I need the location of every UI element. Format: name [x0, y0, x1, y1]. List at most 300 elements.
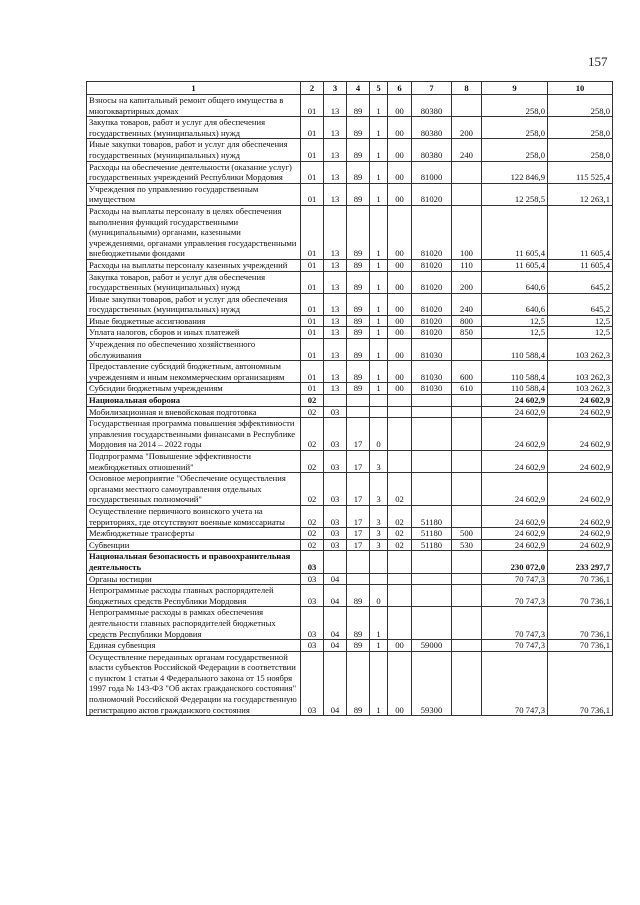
row-subprogram-code: 1	[370, 607, 388, 640]
row-subsection-code: 13	[324, 315, 347, 327]
row-direction-code	[412, 395, 452, 407]
row-program-code: 17	[347, 539, 370, 551]
row-subsection-code: 13	[324, 183, 347, 205]
table-row	[87, 383, 613, 395]
column-header: 5	[370, 82, 388, 95]
row-section-code: 01	[301, 339, 324, 361]
row-activity-code	[388, 573, 412, 585]
row-subsection-code: 03	[324, 451, 347, 473]
row-activity-code	[388, 406, 412, 418]
row-name: Расходы на выплаты персоналу казенных учреждений	[87, 259, 301, 271]
column-header: 7	[412, 82, 452, 95]
column-header: 9	[482, 82, 548, 95]
row-activity-code: 00	[388, 361, 412, 383]
row-name: Иные закупки товаров, работ и услуг для обеспечения государственных (муниципальных) нужд	[87, 139, 301, 161]
row-name: Иные закупки товаров, работ и услуг для обеспечения государственных (муниципальных) нужд	[87, 293, 301, 315]
row-program-code: 17	[347, 473, 370, 506]
row-expense-type-code	[452, 473, 482, 506]
row-name: Учреждения по обеспечению хозяйственного обслуживания	[87, 339, 301, 361]
table-row	[87, 95, 613, 117]
row-section-code: 03	[301, 651, 324, 716]
row-amount-year-1: 12 258,5	[482, 183, 548, 205]
row-name: Закупка товаров, работ и услуг для обеспечения государственных (муниципальных) нужд	[87, 117, 301, 139]
row-expense-type-code: 100	[452, 205, 482, 259]
table-row	[87, 451, 613, 473]
row-activity-code	[388, 395, 412, 407]
row-amount-year-2: 70 736,1	[548, 607, 613, 640]
row-program-code: 89	[347, 327, 370, 339]
row-name: Закупка товаров, работ и услуг для обеспечения государственных (муниципальных) нужд	[87, 271, 301, 293]
row-subprogram-code: 3	[370, 473, 388, 506]
table-row	[87, 418, 613, 451]
row-subprogram-code: 1	[370, 259, 388, 271]
row-direction-code	[412, 418, 452, 451]
row-amount-year-1: 258,0	[482, 117, 548, 139]
row-expense-type-code	[452, 551, 482, 573]
row-program-code	[347, 406, 370, 418]
table-row	[87, 161, 613, 183]
row-direction-code	[412, 451, 452, 473]
row-program-code: 17	[347, 451, 370, 473]
row-activity-code: 02	[388, 473, 412, 506]
row-subsection-code: 04	[324, 573, 347, 585]
row-subsection-code: 13	[324, 327, 347, 339]
table-row	[87, 651, 613, 716]
row-name: Взносы на капитальный ремонт общего имущества в многоквартирных домах	[87, 95, 301, 117]
row-subsection-code	[324, 395, 347, 407]
row-activity-code	[388, 551, 412, 573]
row-amount-year-1: 24 602,9	[482, 505, 548, 527]
row-program-code: 89	[347, 205, 370, 259]
row-expense-type-code	[452, 95, 482, 117]
row-program-code: 89	[347, 271, 370, 293]
row-amount-year-2: 12,5	[548, 315, 613, 327]
row-activity-code: 00	[388, 95, 412, 117]
row-subprogram-code: 1	[370, 640, 388, 652]
row-subprogram-code	[370, 573, 388, 585]
row-direction-code	[412, 573, 452, 585]
row-activity-code	[388, 451, 412, 473]
row-subsection-code: 13	[324, 259, 347, 271]
row-subprogram-code: 1	[370, 339, 388, 361]
row-name: Мобилизационная и вневойсковая подготовка	[87, 406, 301, 418]
row-name: Субсидии бюджетным учреждениям	[87, 383, 301, 395]
row-expense-type-code: 600	[452, 361, 482, 383]
row-amount-year-1: 24 602,9	[482, 539, 548, 551]
row-subsection-code: 03	[324, 418, 347, 451]
row-expense-type-code: 240	[452, 139, 482, 161]
row-section-code: 01	[301, 205, 324, 259]
row-subprogram-code: 3	[370, 451, 388, 473]
row-amount-year-2: 70 736,1	[548, 573, 613, 585]
row-subsection-code: 13	[324, 383, 347, 395]
row-amount-year-2: 24 602,9	[548, 528, 613, 540]
row-expense-type-code	[452, 505, 482, 527]
row-program-code: 89	[347, 651, 370, 716]
row-subsection-code: 13	[324, 95, 347, 117]
row-name: Предоставление субсидий бюджетным, автономным учреждениям и иным некоммерческим организациям	[87, 361, 301, 383]
row-subprogram-code: 1	[370, 271, 388, 293]
row-expense-type-code: 610	[452, 383, 482, 395]
row-expense-type-code: 500	[452, 528, 482, 540]
row-subprogram-code: 1	[370, 95, 388, 117]
row-expense-type-code	[452, 395, 482, 407]
table-row	[87, 406, 613, 418]
row-program-code	[347, 551, 370, 573]
row-expense-type-code	[452, 339, 482, 361]
page-number: 157	[588, 54, 608, 69]
row-program-code: 17	[347, 418, 370, 451]
row-activity-code: 00	[388, 651, 412, 716]
row-subsection-code: 03	[324, 505, 347, 527]
row-name: Учреждения по управлению государственным имуществом	[87, 183, 301, 205]
row-section-code: 03	[301, 551, 324, 573]
row-amount-year-1: 24 602,9	[482, 395, 548, 407]
row-amount-year-1: 258,0	[482, 95, 548, 117]
row-program-code: 89	[347, 293, 370, 315]
row-expense-type-code	[452, 651, 482, 716]
row-amount-year-1: 70 747,3	[482, 573, 548, 585]
row-amount-year-1: 640,6	[482, 271, 548, 293]
row-subprogram-code: 1	[370, 161, 388, 183]
row-activity-code: 00	[388, 117, 412, 139]
row-section-code: 03	[301, 607, 324, 640]
row-name: Уплата налогов, сборов и иных платежей	[87, 327, 301, 339]
table-row	[87, 395, 613, 407]
row-subsection-code: 04	[324, 651, 347, 716]
table-row	[87, 327, 613, 339]
row-direction-code: 81020	[412, 205, 452, 259]
row-program-code: 89	[347, 339, 370, 361]
row-program-code	[347, 395, 370, 407]
row-activity-code: 02	[388, 539, 412, 551]
row-amount-year-2: 12 263,1	[548, 183, 613, 205]
row-amount-year-2: 24 602,9	[548, 395, 613, 407]
row-subprogram-code: 1	[370, 361, 388, 383]
row-amount-year-1: 12,5	[482, 315, 548, 327]
row-amount-year-1: 230 072,0	[482, 551, 548, 573]
row-subsection-code: 13	[324, 271, 347, 293]
row-amount-year-2: 12,5	[548, 327, 613, 339]
row-section-code: 02	[301, 539, 324, 551]
row-direction-code: 59000	[412, 640, 452, 652]
row-subsection-code: 03	[324, 406, 347, 418]
row-amount-year-2: 70 736,1	[548, 651, 613, 716]
row-subsection-code: 13	[324, 339, 347, 361]
row-amount-year-2: 233 297,7	[548, 551, 613, 573]
row-activity-code: 00	[388, 293, 412, 315]
row-subprogram-code: 3	[370, 539, 388, 551]
row-direction-code: 51180	[412, 505, 452, 527]
row-amount-year-2: 258,0	[548, 117, 613, 139]
row-direction-code: 81020	[412, 327, 452, 339]
column-header: 2	[301, 82, 324, 95]
row-expense-type-code	[452, 607, 482, 640]
row-amount-year-1: 24 602,9	[482, 406, 548, 418]
row-activity-code	[388, 607, 412, 640]
row-activity-code: 00	[388, 183, 412, 205]
row-amount-year-2: 103 262,3	[548, 339, 613, 361]
row-name: Государственная программа повышения эффективности управления государственными финансами в Республике Мордовия на 2014 – 2022 годы	[87, 418, 301, 451]
row-section-code: 03	[301, 585, 324, 607]
row-direction-code: 81000	[412, 161, 452, 183]
row-amount-year-2: 24 602,9	[548, 539, 613, 551]
row-expense-type-code	[452, 161, 482, 183]
row-subprogram-code: 1	[370, 117, 388, 139]
table-row	[87, 139, 613, 161]
table-row	[87, 640, 613, 652]
row-activity-code: 00	[388, 161, 412, 183]
row-name: Непрограммные расходы главных распорядителей бюджетных средств Республики Мордовия	[87, 585, 301, 607]
row-direction-code	[412, 406, 452, 418]
row-section-code: 01	[301, 327, 324, 339]
row-program-code: 89	[347, 161, 370, 183]
row-section-code: 01	[301, 315, 324, 327]
row-direction-code: 81020	[412, 183, 452, 205]
row-program-code: 89	[347, 117, 370, 139]
row-subprogram-code: 1	[370, 383, 388, 395]
row-subprogram-code: 1	[370, 651, 388, 716]
row-amount-year-1: 24 602,9	[482, 528, 548, 540]
row-section-code: 01	[301, 293, 324, 315]
row-expense-type-code: 240	[452, 293, 482, 315]
row-program-code: 89	[347, 183, 370, 205]
row-direction-code: 81030	[412, 383, 452, 395]
row-subprogram-code: 3	[370, 528, 388, 540]
row-expense-type-code: 200	[452, 271, 482, 293]
row-amount-year-2: 645,2	[548, 271, 613, 293]
row-activity-code: 00	[388, 640, 412, 652]
column-header: 8	[452, 82, 482, 95]
budget-table	[86, 81, 613, 716]
table-header-row	[87, 82, 613, 95]
column-header: 4	[347, 82, 370, 95]
row-subsection-code: 04	[324, 607, 347, 640]
row-amount-year-2: 645,2	[548, 293, 613, 315]
row-activity-code: 00	[388, 271, 412, 293]
row-subprogram-code: 1	[370, 183, 388, 205]
row-section-code: 02	[301, 406, 324, 418]
row-subprogram-code: 1	[370, 327, 388, 339]
row-amount-year-1: 24 602,9	[482, 451, 548, 473]
row-direction-code: 81030	[412, 361, 452, 383]
row-section-code: 02	[301, 418, 324, 451]
row-section-code: 02	[301, 451, 324, 473]
row-section-code: 01	[301, 117, 324, 139]
row-direction-code: 81030	[412, 339, 452, 361]
row-amount-year-2: 24 602,9	[548, 418, 613, 451]
row-name: Национальная безопасность и правоохранительная деятельность	[87, 551, 301, 573]
row-amount-year-1: 70 747,3	[482, 651, 548, 716]
row-amount-year-1: 110 588,4	[482, 361, 548, 383]
row-amount-year-2: 258,0	[548, 139, 613, 161]
row-section-code: 01	[301, 95, 324, 117]
row-subsection-code: 13	[324, 139, 347, 161]
row-subsection-code: 13	[324, 117, 347, 139]
row-expense-type-code	[452, 640, 482, 652]
row-direction-code: 80380	[412, 139, 452, 161]
row-expense-type-code: 800	[452, 315, 482, 327]
row-expense-type-code	[452, 183, 482, 205]
row-subprogram-code: 0	[370, 418, 388, 451]
row-program-code: 89	[347, 95, 370, 117]
row-subsection-code: 13	[324, 361, 347, 383]
row-direction-code: 81020	[412, 315, 452, 327]
row-amount-year-1: 11 605,4	[482, 259, 548, 271]
row-subsection-code: 03	[324, 473, 347, 506]
row-program-code: 17	[347, 505, 370, 527]
row-activity-code: 00	[388, 205, 412, 259]
row-activity-code	[388, 585, 412, 607]
row-amount-year-1: 122 846,9	[482, 161, 548, 183]
row-amount-year-1: 258,0	[482, 139, 548, 161]
row-expense-type-code: 110	[452, 259, 482, 271]
row-amount-year-2: 115 525,4	[548, 161, 613, 183]
table-row	[87, 573, 613, 585]
row-name: Органы юстиции	[87, 573, 301, 585]
table-row	[87, 585, 613, 607]
row-section-code: 01	[301, 183, 324, 205]
table-row	[87, 607, 613, 640]
row-subprogram-code: 1	[370, 315, 388, 327]
row-subprogram-code	[370, 406, 388, 418]
row-amount-year-1: 70 747,3	[482, 607, 548, 640]
row-amount-year-1: 110 588,4	[482, 339, 548, 361]
row-subprogram-code: 1	[370, 205, 388, 259]
row-section-code: 01	[301, 383, 324, 395]
row-subprogram-code: 1	[370, 293, 388, 315]
row-section-code: 02	[301, 528, 324, 540]
row-expense-type-code: 200	[452, 117, 482, 139]
table-row	[87, 361, 613, 383]
row-expense-type-code	[452, 573, 482, 585]
row-amount-year-2: 103 262,3	[548, 383, 613, 395]
row-subprogram-code: 0	[370, 585, 388, 607]
row-amount-year-1: 24 602,9	[482, 418, 548, 451]
row-program-code: 17	[347, 528, 370, 540]
table-row	[87, 183, 613, 205]
row-expense-type-code	[452, 418, 482, 451]
row-section-code: 02	[301, 395, 324, 407]
row-direction-code: 51180	[412, 528, 452, 540]
row-subsection-code: 13	[324, 205, 347, 259]
row-subsection-code: 03	[324, 539, 347, 551]
row-subsection-code: 13	[324, 293, 347, 315]
row-amount-year-1: 70 747,3	[482, 585, 548, 607]
row-section-code: 01	[301, 259, 324, 271]
row-section-code: 01	[301, 139, 324, 161]
row-activity-code: 00	[388, 259, 412, 271]
row-amount-year-2: 11 605,4	[548, 205, 613, 259]
table-row	[87, 259, 613, 271]
row-subsection-code: 04	[324, 585, 347, 607]
row-section-code: 03	[301, 573, 324, 585]
row-program-code: 89	[347, 383, 370, 395]
row-name: Расходы на обеспечение деятельности (оказание услуг) государственных учреждений Республики Мордовия	[87, 161, 301, 183]
row-activity-code	[388, 418, 412, 451]
row-activity-code: 00	[388, 315, 412, 327]
row-amount-year-1: 110 588,4	[482, 383, 548, 395]
row-name: Межбюджетные трансферты	[87, 528, 301, 540]
row-direction-code: 59300	[412, 651, 452, 716]
row-activity-code: 02	[388, 528, 412, 540]
row-name: Субвенции	[87, 539, 301, 551]
table-row	[87, 205, 613, 259]
table-row	[87, 528, 613, 540]
row-amount-year-1: 640,6	[482, 293, 548, 315]
table-row	[87, 473, 613, 506]
row-subsection-code: 13	[324, 161, 347, 183]
row-subsection-code: 03	[324, 528, 347, 540]
row-name: Осуществление переданных органам государственной власти субъектов Российской Федерации в соответствии с пунктом 1 статьи 4 Федерального закона от 15 ноября 1997 года № 143-ФЗ "Об актах гражданского состояния" полномочий Российской Федерации на государственную регистрацию актов гражданского состояния	[87, 651, 301, 716]
table-row	[87, 505, 613, 527]
table-row	[87, 339, 613, 361]
row-direction-code	[412, 473, 452, 506]
row-section-code: 01	[301, 271, 324, 293]
row-section-code: 02	[301, 473, 324, 506]
row-amount-year-2: 24 602,9	[548, 505, 613, 527]
row-section-code: 03	[301, 640, 324, 652]
table-row	[87, 117, 613, 139]
row-program-code: 89	[347, 139, 370, 161]
column-header: 1	[87, 82, 301, 95]
row-amount-year-2: 70 736,1	[548, 640, 613, 652]
row-direction-code: 81020	[412, 271, 452, 293]
row-direction-code: 81020	[412, 259, 452, 271]
row-amount-year-1: 70 747,3	[482, 640, 548, 652]
row-program-code: 89	[347, 607, 370, 640]
row-program-code: 89	[347, 640, 370, 652]
row-expense-type-code	[452, 406, 482, 418]
row-amount-year-2: 24 602,9	[548, 406, 613, 418]
row-section-code: 01	[301, 361, 324, 383]
row-expense-type-code	[452, 451, 482, 473]
row-name: Основное мероприятие "Обеспечение осуществления органами местного самоуправления отдельных государственных полномочий"	[87, 473, 301, 506]
row-program-code: 89	[347, 259, 370, 271]
row-name: Иные бюджетные ассигнования	[87, 315, 301, 327]
row-program-code	[347, 573, 370, 585]
column-header: 10	[548, 82, 613, 95]
row-subprogram-code	[370, 395, 388, 407]
column-header: 3	[324, 82, 347, 95]
row-amount-year-1: 12,5	[482, 327, 548, 339]
column-header: 6	[388, 82, 412, 95]
row-amount-year-1: 11 605,4	[482, 205, 548, 259]
table-row	[87, 271, 613, 293]
row-direction-code	[412, 551, 452, 573]
row-expense-type-code: 850	[452, 327, 482, 339]
row-activity-code: 00	[388, 327, 412, 339]
row-amount-year-2: 103 262,3	[548, 361, 613, 383]
row-amount-year-1: 24 602,9	[482, 473, 548, 506]
row-program-code: 89	[347, 315, 370, 327]
table-row	[87, 293, 613, 315]
table-row	[87, 551, 613, 573]
row-section-code: 02	[301, 505, 324, 527]
row-expense-type-code: 530	[452, 539, 482, 551]
row-subprogram-code: 1	[370, 139, 388, 161]
row-subprogram-code	[370, 551, 388, 573]
row-activity-code: 00	[388, 339, 412, 361]
row-direction-code: 80380	[412, 95, 452, 117]
row-subsection-code: 04	[324, 640, 347, 652]
row-direction-code: 51180	[412, 539, 452, 551]
row-amount-year-2: 70 736,1	[548, 585, 613, 607]
table-row	[87, 315, 613, 327]
row-direction-code: 80380	[412, 117, 452, 139]
row-program-code: 89	[347, 361, 370, 383]
row-name: Национальная оборона	[87, 395, 301, 407]
